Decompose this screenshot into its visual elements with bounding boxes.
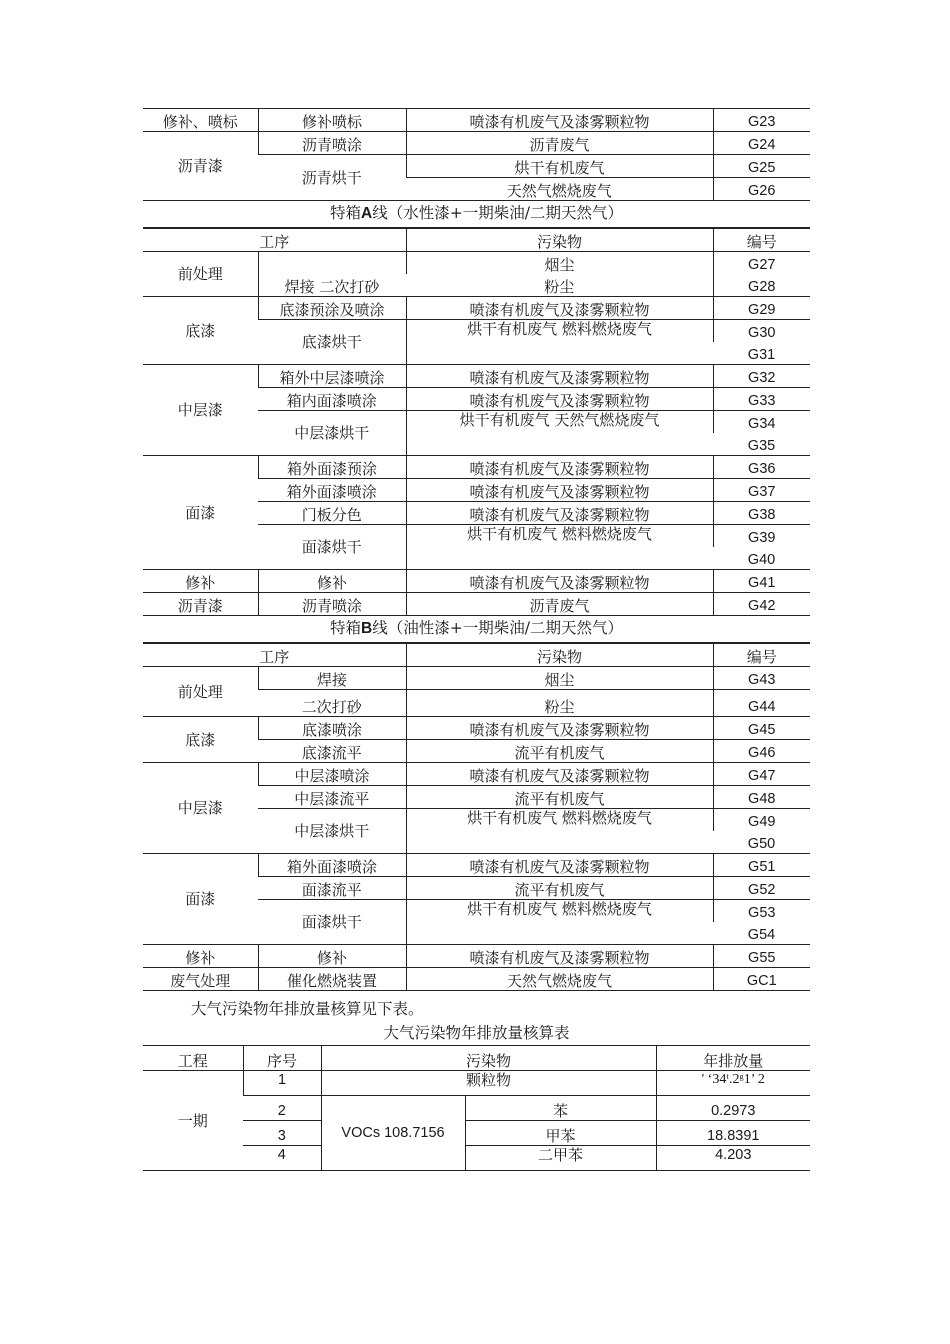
pollutant-cell: 喷漆有机废气及漆雾颗粒物 — [406, 109, 713, 132]
table-header-row — [143, 229, 810, 252]
table-header-row — [143, 1046, 810, 1071]
table-row — [143, 593, 810, 616]
code-cell: G35 — [713, 433, 810, 456]
step-cell: 面漆流平 — [258, 877, 406, 900]
process-cell: 中层漆 — [143, 365, 258, 456]
step-cell: 修补喷标 — [258, 109, 406, 132]
project-cell: 一期 — [143, 1071, 243, 1171]
pollutant-cell: 二甲苯 — [465, 1146, 656, 1171]
header-process: 工序 — [143, 644, 406, 667]
pollutant-cell: 烘干有机废气 燃料燃烧废气 — [406, 525, 713, 570]
step-cell: 箱外面漆喷涂 — [258, 479, 406, 502]
amount-cell: ' ‘34ᵗ.2ᵍ1’ 2 — [656, 1071, 810, 1096]
pollutant-cell: 喷漆有机废气及漆雾颗粒物 — [406, 388, 713, 411]
table-row — [143, 1121, 810, 1146]
pollutant-cell: 烘干有机废气 燃料燃烧废气 — [406, 900, 713, 945]
code-cell: G23 — [713, 109, 810, 132]
pollutant-cell: 苯 — [465, 1096, 656, 1121]
pollutant-cell: 粉尘 — [406, 274, 713, 297]
header-code: 编号 — [713, 644, 810, 667]
header-pollutant: 污染物 — [406, 644, 713, 667]
pollutant-cell: 喷漆有机废气及漆雾颗粒物 — [406, 570, 713, 593]
step-cell: 箱外面漆喷涂 — [258, 854, 406, 877]
pollutant-cell: 流平有机废气 — [406, 877, 713, 900]
step-cell: 焊接 二次打砂 — [258, 252, 406, 297]
code-cell: G42 — [713, 593, 810, 616]
table-row — [143, 365, 810, 388]
step-cell: 修补 — [258, 945, 406, 968]
process-cell: 面漆 — [143, 854, 258, 945]
pollutant-cell: 颗粒物 — [321, 1071, 656, 1096]
pollutant-cell: 烘干有机废气 天然气燃烧废气 — [406, 411, 713, 456]
step-cell: 箱外中层漆喷涂 — [258, 365, 406, 388]
table-row — [143, 968, 810, 991]
emission-table-continued — [143, 108, 810, 201]
table-row — [143, 667, 810, 690]
no-cell: 3 — [243, 1121, 321, 1146]
process-cell: 中层漆 — [143, 763, 258, 854]
process-cell: 沥青漆 — [143, 593, 258, 616]
code-cell: G37 — [713, 479, 810, 502]
header-amount: 年排放量 — [656, 1046, 810, 1071]
header-no: 序号 — [243, 1046, 321, 1071]
code-cell: G31 — [713, 342, 810, 365]
code-cell: G45 — [713, 717, 810, 740]
table-row — [143, 1096, 810, 1121]
step-cell: 面漆烘干 — [258, 525, 406, 570]
code-cell: G32 — [713, 365, 810, 388]
table-row — [143, 109, 810, 132]
code-cell: G55 — [713, 945, 810, 968]
line-b-title: 特箱B线（油性漆+一期柴油/二期天然气） — [143, 616, 810, 643]
process-cell: 修补 — [143, 945, 258, 968]
code-cell: G54 — [713, 922, 810, 945]
pollutant-cell: 粉尘 — [406, 690, 713, 717]
code-cell: G48 — [713, 786, 810, 809]
step-cell: 中层漆喷涂 — [258, 763, 406, 786]
code-cell: G29 — [713, 297, 810, 320]
step-cell: 底漆喷涂 — [258, 717, 406, 740]
pollutant-cell: 沥青废气 — [406, 132, 713, 155]
table-row — [143, 252, 810, 275]
code-cell: G40 — [713, 547, 810, 570]
process-cell: 前处理 — [143, 667, 258, 717]
table-row — [143, 854, 810, 877]
step-cell: 中层漆烘干 — [258, 809, 406, 854]
code-cell: G41 — [713, 570, 810, 593]
step-cell: 箱内面漆喷涂 — [258, 388, 406, 411]
code-cell: G36 — [713, 456, 810, 479]
table-header-row — [143, 644, 810, 667]
table-row — [143, 1071, 810, 1096]
pollutant-cell: 天然气燃烧废气 — [406, 178, 713, 201]
header-pollutant: 污染物 — [321, 1046, 656, 1071]
step-cell: 沥青烘干 — [258, 155, 406, 201]
amount-cell: 0.2973 — [656, 1096, 810, 1121]
vocs-cell: VOCs 108.7156 — [321, 1096, 465, 1171]
no-cell: 1 — [243, 1071, 321, 1096]
pollutant-cell: 喷漆有机废气及漆雾颗粒物 — [406, 717, 713, 740]
step-cell: 中层漆流平 — [258, 786, 406, 809]
line-a-title: 特箱A线（水性漆+一期柴油/二期天然气） — [143, 201, 810, 228]
line-a-table — [143, 228, 810, 616]
no-cell: 2 — [243, 1096, 321, 1121]
step-cell: 修补 — [258, 570, 406, 593]
process-cell: 前处理 — [143, 252, 258, 297]
code-cell: G43 — [713, 667, 810, 690]
pollutant-cell: 烟尘 — [406, 252, 713, 275]
code-cell: G27 — [713, 252, 810, 275]
pollutant-cell: 喷漆有机废气及漆雾颗粒物 — [406, 502, 713, 525]
document-page — [143, 108, 810, 1171]
pollutant-cell: 沥青废气 — [406, 593, 713, 616]
code-cell: G24 — [713, 132, 810, 155]
step-cell: 中层漆烘干 — [258, 411, 406, 456]
table-row — [143, 456, 810, 479]
no-cell: 4 — [243, 1146, 321, 1171]
pollutant-cell: 喷漆有机废气及漆雾颗粒物 — [406, 854, 713, 877]
code-cell: G44 — [713, 690, 810, 717]
process-cell: 底漆 — [143, 717, 258, 763]
table-row — [143, 1146, 810, 1171]
pollutant-cell: 流平有机废气 — [406, 740, 713, 763]
step-cell: 面漆烘干 — [258, 900, 406, 945]
summary-intro-paragraph: 大气污染物年排放量核算见下表。 — [191, 1000, 424, 1018]
header-code: 编号 — [713, 229, 810, 252]
pollutant-cell: 烘干有机废气 燃料燃烧废气 — [406, 320, 713, 365]
table-row — [143, 717, 810, 740]
step-cell: 催化燃烧装置 — [258, 968, 406, 991]
table-row — [143, 763, 810, 786]
step-cell: 沥青喷涂 — [258, 132, 406, 155]
table-row — [143, 570, 810, 593]
process-cell: 面漆 — [143, 456, 258, 570]
table-row — [143, 945, 810, 968]
pollutant-cell: 喷漆有机废气及漆雾颗粒物 — [406, 297, 713, 320]
code-cell: G50 — [713, 831, 810, 854]
step-cell: 焊接 — [258, 667, 406, 690]
table-row — [143, 132, 810, 155]
step-cell: 底漆预涂及喷涂 — [258, 297, 406, 320]
code-cell: G46 — [713, 740, 810, 763]
pollutant-cell: 甲苯 — [465, 1121, 656, 1146]
code-cell: G28 — [713, 274, 810, 297]
code-cell: G34 — [713, 411, 810, 434]
code-cell: G39 — [713, 525, 810, 548]
pollutant-cell: 喷漆有机废气及漆雾颗粒物 — [406, 479, 713, 502]
step-cell: 底漆流平 — [258, 740, 406, 763]
code-cell: G26 — [713, 178, 810, 201]
annual-emission-table — [143, 1045, 810, 1171]
amount-cell: 4.203 — [656, 1146, 810, 1171]
step-cell: 底漆烘干 — [258, 320, 406, 365]
summary-table-caption: 大气污染物年排放量核算表 — [383, 1024, 570, 1042]
code-cell: G51 — [713, 854, 810, 877]
step-cell: 沥青喷涂 — [258, 593, 406, 616]
pollutant-cell: 喷漆有机废气及漆雾颗粒物 — [406, 763, 713, 786]
process-cell: 修补、喷标 — [143, 109, 258, 132]
code-cell: GC1 — [713, 968, 810, 991]
code-cell: G30 — [713, 320, 810, 343]
process-cell: 废气处理 — [143, 968, 258, 991]
code-cell: G52 — [713, 877, 810, 900]
process-cell: 修补 — [143, 570, 258, 593]
amount-cell: 18.8391 — [656, 1121, 810, 1146]
code-cell: G33 — [713, 388, 810, 411]
process-cell: 底漆 — [143, 297, 258, 365]
header-project: 工程 — [143, 1046, 243, 1071]
line-b-table — [143, 643, 810, 991]
pollutant-cell: 烘干有机废气 燃料燃烧废气 — [406, 809, 713, 854]
code-cell: G25 — [713, 155, 810, 178]
header-process: 工序 — [143, 229, 406, 252]
pollutant-cell: 天然气燃烧废气 — [406, 968, 713, 991]
step-cell: 二次打砂 — [258, 690, 406, 717]
step-cell: 箱外面漆预涂 — [258, 456, 406, 479]
code-cell: G47 — [713, 763, 810, 786]
pollutant-cell: 流平有机废气 — [406, 786, 713, 809]
code-cell: G49 — [713, 809, 810, 832]
code-cell: G53 — [713, 900, 810, 923]
process-cell: 沥青漆 — [143, 132, 258, 201]
pollutant-cell: 喷漆有机废气及漆雾颗粒物 — [406, 456, 713, 479]
pollutant-cell: 烟尘 — [406, 667, 713, 690]
header-pollutant: 污染物 — [406, 229, 713, 252]
code-cell: G38 — [713, 502, 810, 525]
pollutant-cell: 喷漆有机废气及漆雾颗粒物 — [406, 365, 713, 388]
pollutant-cell: 烘干有机废气 — [406, 155, 713, 178]
pollutant-cell: 喷漆有机废气及漆雾颗粒物 — [406, 945, 713, 968]
table-row — [143, 297, 810, 320]
step-cell: 门板分色 — [258, 502, 406, 525]
